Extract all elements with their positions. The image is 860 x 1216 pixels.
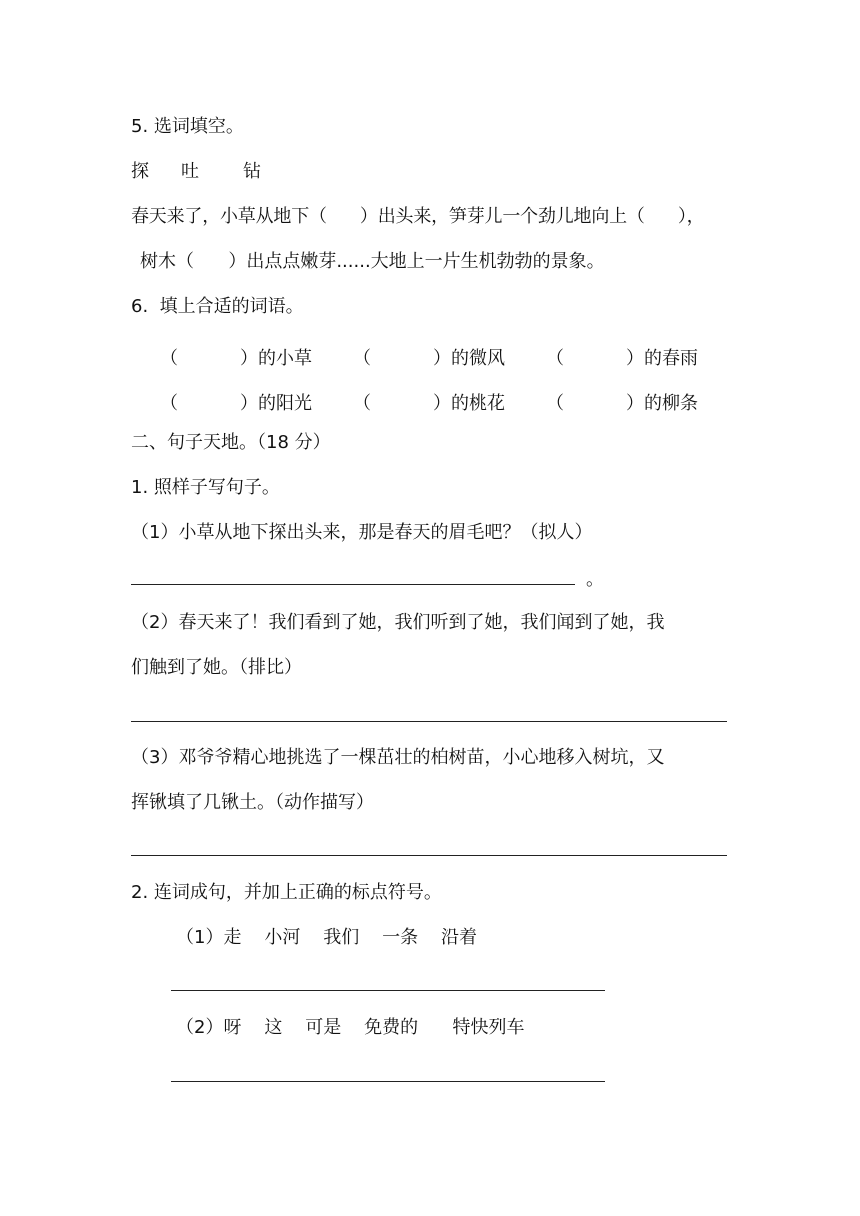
s2-q1-sentence-2-line-1: （2）春天来了！我们看到了她，我们听到了她，我们闻到了她，我	[131, 612, 665, 633]
blank-open[interactable]: （	[546, 348, 564, 369]
s2-q1-heading: 1. 照样子写句子。	[131, 477, 280, 498]
s2-q1-sentence-1: （1）小草从地下探出头来，那是春天的眉毛吧？（拟人）	[131, 522, 593, 543]
choice-word-1: 探	[131, 161, 149, 182]
phrase-item: ）的阳光	[240, 393, 312, 414]
s2-q2-sentence-1: （1）走 小河 我们 一条 沿着	[176, 927, 477, 948]
s2-q1-sentence-3-line-2: 挥锹填了几锹土。（动作描写）	[131, 792, 374, 813]
section-2-heading: 二、句子天地。（18 分）	[131, 432, 331, 453]
s2-q2-heading: 2. 连词成句，并加上正确的标点符号。	[131, 882, 442, 903]
s2-q2-sentence-2: （2）呀 这 可是 免费的 特快列车	[176, 1017, 525, 1038]
phrase-item: ）的桃花	[433, 393, 505, 414]
phrase-item: ）的小草	[240, 348, 312, 369]
q5-sentence-line-2: 树木（ ）出点点嫩芽......大地上一片生机勃勃的景象。	[140, 251, 605, 272]
q5-sentence-line-1: 春天来了，小草从地下（ ）出头来，笋芽儿一个劲儿地向上（ ），	[131, 206, 705, 227]
blank-open[interactable]: （	[353, 393, 371, 414]
q5-heading: 5. 选词填空。	[131, 116, 244, 137]
phrase-item: ）的微风	[433, 348, 505, 369]
blank-open[interactable]: （	[160, 393, 178, 414]
answer-line-3[interactable]	[131, 855, 727, 856]
blank-open[interactable]: （	[160, 348, 178, 369]
choice-word-2: 吐	[181, 161, 199, 182]
answer-line-4[interactable]	[171, 990, 605, 991]
s2-q1-sentence-2-line-2: 们触到了她。（排比）	[131, 657, 302, 678]
choice-word-3: 钻	[243, 161, 261, 182]
phrase-item: ）的柳条	[626, 393, 698, 414]
phrase-item: ）的春雨	[626, 348, 698, 369]
answer-line-1-period: 。	[586, 569, 604, 590]
answer-line-1[interactable]	[131, 584, 575, 585]
s2-q1-sentence-3-line-1: （3）邓爷爷精心地挑选了一棵茁壮的柏树苗，小心地移入树坑，又	[131, 747, 665, 768]
q6-heading: 6. 填上合适的词语。	[131, 296, 304, 317]
blank-open[interactable]: （	[546, 393, 564, 414]
answer-line-5[interactable]	[171, 1081, 605, 1082]
blank-open[interactable]: （	[353, 348, 371, 369]
answer-line-2[interactable]	[131, 721, 727, 722]
